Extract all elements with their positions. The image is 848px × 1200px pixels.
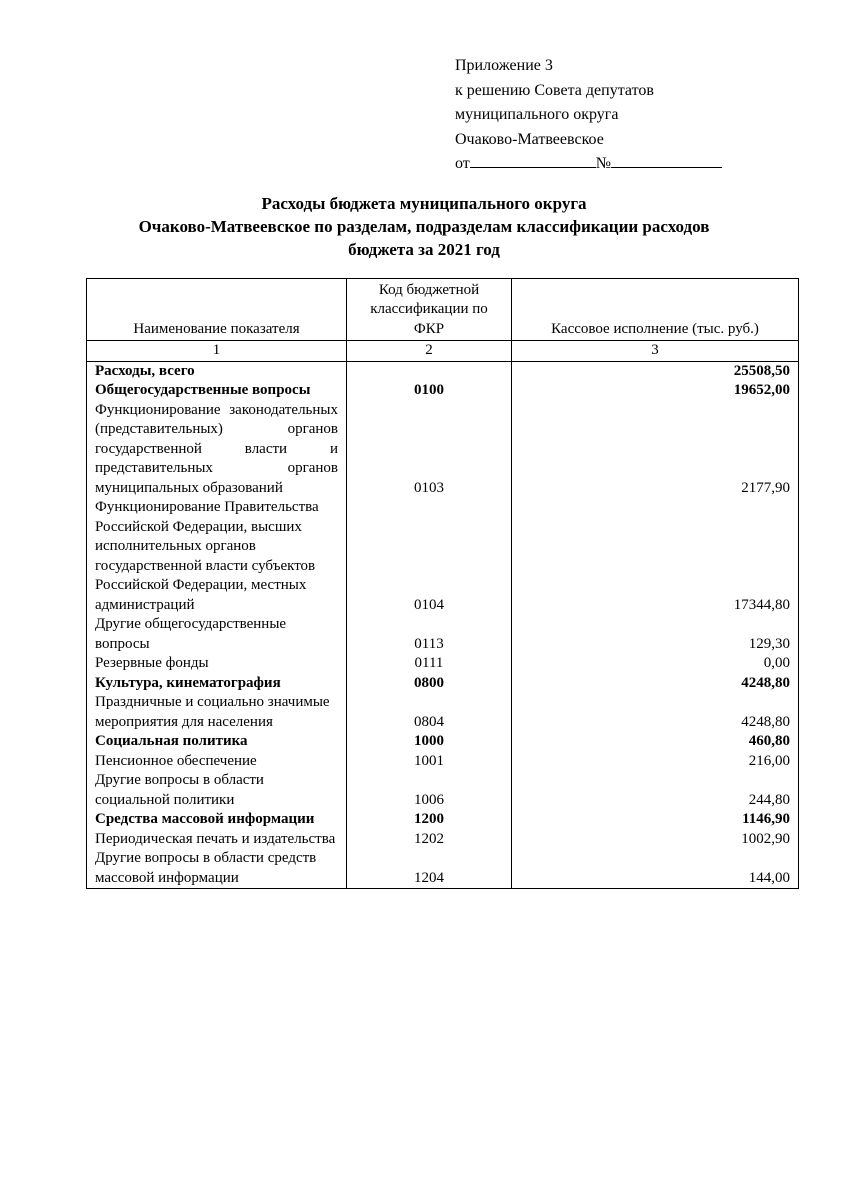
table-row [87,693,799,732]
header-code-line-3: ФКР [413,320,445,337]
appendix-line-2: к решению Совета депутатов [455,81,654,99]
appendix-block [455,54,722,177]
table-row [87,654,799,674]
table-row [87,674,799,694]
table-header-row [87,279,799,341]
row-name: Социальная политика [87,732,347,752]
row-code: 1006 [347,771,512,810]
row-value: 4248,80 [512,674,799,694]
title-line-1: Расходы бюджета муниципального округа [261,194,587,213]
number-label: № [595,155,612,172]
row-code: 0804 [347,693,512,732]
table-row [87,752,799,772]
from-label: от [455,155,470,172]
row-code: 1000 [347,732,512,752]
row-value: 19652,00 [512,381,799,401]
header-code [347,279,512,341]
row-code: 0800 [347,674,512,694]
row-code: 0104 [347,498,512,615]
column-numbers-row [87,341,799,362]
row-name: Расходы, всего [87,361,347,381]
row-value: 144,00 [512,849,799,889]
table-row [87,732,799,752]
appendix-line-4: Очаково-Матвеевское [455,130,604,148]
row-value: 25508,50 [512,361,799,381]
row-value: 1146,90 [512,810,799,830]
number-blank [611,153,722,168]
header-value: Кассовое исполнение (тыс. руб.) [512,279,799,341]
row-value: 1002,90 [512,830,799,850]
row-value: 244,80 [512,771,799,810]
row-value: 17344,80 [512,498,799,615]
row-code: 1204 [347,849,512,889]
row-code [347,361,512,381]
row-name: Пенсионное обеспечение [87,752,347,772]
row-name: Резервные фонды [87,654,347,674]
column-number-2: 2 [347,341,512,362]
appendix-line-3: муниципального округа [455,106,619,123]
row-code: 1001 [347,752,512,772]
title-line-3: бюджета за 2021 год [348,240,500,259]
row-code: 1202 [347,830,512,850]
table-row [87,849,799,889]
table-row [87,615,799,654]
row-name: Функционирование Правительства Российской Федерации, высших исполнительных органов государственной власти субъектов Российской Федерации, местных администраций [87,498,347,615]
header-name: Наименование показателя [87,279,347,341]
header-code-line-1: Код бюджетной [378,281,480,298]
document-title [60,192,788,261]
row-value: 216,00 [512,752,799,772]
row-name: Средства массовой информации [87,810,347,830]
table-row [87,771,799,810]
row-code: 0103 [347,401,512,499]
row-code: 0100 [347,381,512,401]
row-code: 1200 [347,810,512,830]
row-code: 0113 [347,615,512,654]
row-value: 460,80 [512,732,799,752]
row-name: Праздничные и социально значимые мероприятия для населения [87,693,347,732]
table-row [87,381,799,401]
row-name: Культура, кинематография [87,674,347,694]
header-code-line-2: классификации по [370,301,488,317]
title-line-2: Очаково-Матвеевское по разделам, подразделам классификации расходов [138,217,710,236]
row-name: Другие вопросы в области социальной политики [87,771,347,810]
row-name: Функционирование законодательных (представительных) органов государственной власти и представительных органов муниципальных образований [87,401,347,499]
row-name: Другие вопросы в области средств массовой информации [87,849,347,889]
row-name: Периодическая печать и издательства [87,830,347,850]
table-row [87,810,799,830]
column-number-1: 1 [87,341,347,362]
appendix-line-1: Приложение 3 [455,57,553,74]
row-value: 4248,80 [512,693,799,732]
table-row [87,361,799,381]
table-row [87,401,799,499]
date-blank [470,153,596,168]
row-value: 2177,90 [512,401,799,499]
appendix-date-number-line [455,152,722,177]
row-value: 0,00 [512,654,799,674]
row-code: 0111 [347,654,512,674]
table-row [87,498,799,615]
column-number-3: 3 [512,341,799,362]
expenses-table [86,278,799,889]
row-value: 129,30 [512,615,799,654]
row-name: Другие общегосударственные вопросы [87,615,347,654]
row-name: Общегосударственные вопросы [87,381,347,401]
table-row [87,830,799,850]
